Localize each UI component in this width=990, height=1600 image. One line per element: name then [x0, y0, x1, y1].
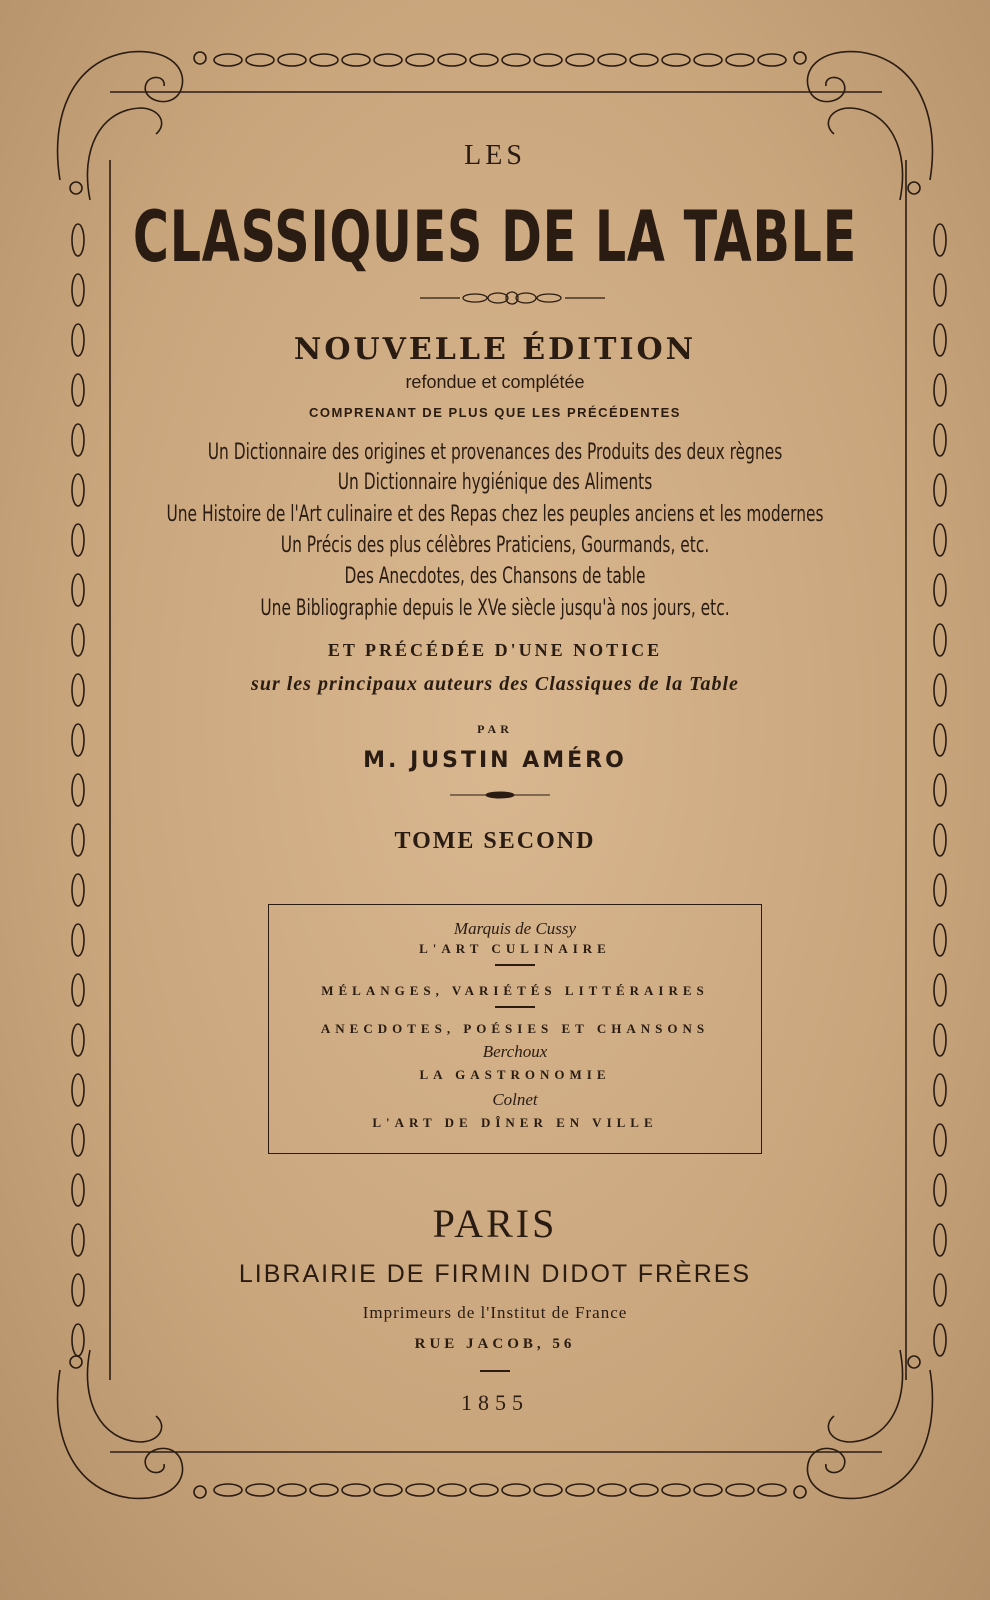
author-name: M. JUSTIN AMÉRO	[363, 748, 627, 773]
comprenant-line: COMPRENANT DE PLUS QUE LES PRÉCÉDENTES	[309, 405, 681, 420]
imprint-city: PARIS	[432, 1201, 558, 1246]
cussy-title: L'ART CULINAIRE	[419, 941, 611, 956]
feature-line: Une Histoire de l'Art culinaire et des Repas chez les peuples anciens et les modernes	[166, 502, 824, 527]
author-flourish	[450, 790, 550, 800]
imprint-year: 1855	[461, 1390, 529, 1415]
colnet-title: L'ART DE DÎNER EN VILLE	[372, 1115, 658, 1130]
contents-divider	[495, 1006, 535, 1008]
cussy-author: Marquis de Cussy	[453, 919, 577, 938]
feature-line: Un Précis des plus célèbres Praticiens, Gourmands, etc.	[280, 533, 710, 558]
title-les: LES	[464, 140, 526, 171]
main-title: CLASSIQUES DE LA TABLE	[132, 196, 858, 278]
tome-label: TOME SECOND	[394, 828, 596, 854]
anecdotes-line: ANECDOTES, POÉSIES ET CHANSONS	[320, 1021, 710, 1036]
contents-box	[268, 904, 762, 1154]
colnet-author: Colnet	[492, 1090, 538, 1109]
par-label: PAR	[477, 722, 513, 736]
berchoux-author: Berchoux	[482, 1042, 548, 1061]
imprint-printers: Imprimeurs de l'Institut de France	[362, 1303, 628, 1322]
imprint-address: RUE JACOB, 56	[414, 1336, 576, 1352]
feature-line: Des Anecdotes, des Chansons de table	[344, 564, 646, 589]
title-flourish	[420, 290, 605, 306]
imprint-rule	[480, 1370, 510, 1372]
edition-heading: NOUVELLE ÉDITION	[293, 332, 697, 367]
feature-line: Un Dictionnaire des origines et provenances des Produits des deux règnes	[207, 440, 783, 465]
contents-divider	[495, 964, 535, 966]
notice-line-1: ET PRÉCÉDÉE D'UNE NOTICE	[327, 640, 663, 660]
refondue-line: refondue et complétée	[405, 372, 585, 392]
notice-line-2: sur les principaux auteurs des Classiques de la Table	[251, 673, 739, 695]
feature-line: Une Bibliographie depuis le XVe siècle jusqu'à nos jours, etc.	[260, 596, 730, 621]
imprint-publisher: LIBRAIRIE DE FIRMIN DIDOT FRÈRES	[238, 1260, 752, 1288]
melanges-line: MÉLANGES, VARIÉTÉS LITTÉRAIRES	[321, 983, 709, 998]
feature-line: Un Dictionnaire hygiénique des Aliments	[337, 470, 653, 495]
berchoux-title: LA GASTRONOMIE	[419, 1067, 611, 1082]
